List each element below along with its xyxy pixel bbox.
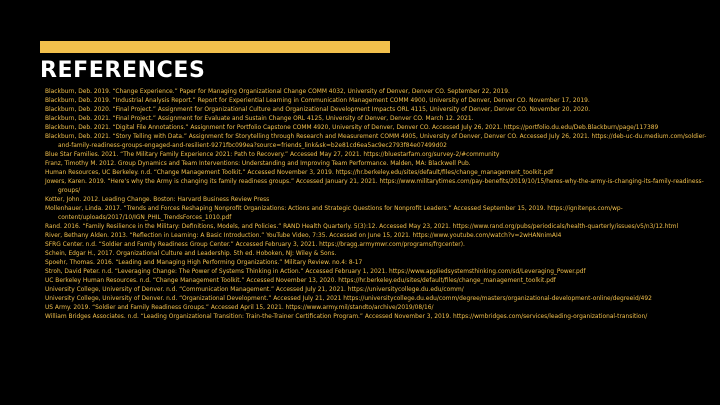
reference-item: Blackburn, Deb. 2021. “Final Project.” Assignment for Evaluate and Sustain Change ORL 4125, University of Denver, Denver CO. March 12. 2021. [45, 116, 474, 122]
reference-item: Blackburn, Deb. 2019. “Change Experience.” Paper for Managing Organizational Change COMM 4032, University of Denver, Denver CO. September 22, 2019. [45, 89, 510, 95]
slide-title: REFERENCES [40, 58, 206, 83]
reference-item: SFRG Center. n.d. “Soldier and Family Readiness Group Center.” Accessed February 3, 2021. https://bragg.armymwr.com/programs/frgcenter). [45, 242, 465, 248]
title-accent-bar [40, 41, 390, 53]
reference-item: Mollenhauer, Linda. 2017. “Trends and Forces Reshaping Nonprofit Organizations: Actions and Strategic Questions for Nonprofit Leaders.” Accessed September 15, 2019. https://ignitenps.com/wp-content/uploads/2017/10/IGN_PHIL_TrendsForces_1010.pdf [45, 206, 623, 221]
reference-item: Schein, Edgar H., 2017. Organizational Culture and Leadership. 5th ed. Hoboken, NJ: Wiley & Sons. [45, 251, 337, 257]
reference-item: Blackburn, Deb. 2021. “Story Telling with Data.” Assignment for Storytelling through Research and Measurement COMM 4905, University of Denver, Denver CO. Accessed July 26, 2021. https://deb-uc-du.medium.com/soldier-and-family-readiness-groups-engaged-and-resilient-9271fbc099ea?source=friends_link&sk=b2e81cd6ea5ac9ec2793f84e07499d02 [45, 134, 707, 149]
reference-item: Franz, Timothy M. 2012. Group Dynamics and Team Interventions: Understanding and Improving Team Performance. Malden, MA: Blackwell Pub. [45, 161, 471, 167]
reference-item: Blackburn, Deb. 2019. “Industrial Analysis Report.” Report for Experiential Learning in Communication Management COMM 4900, University of Denver, Denver CO. November 17, 2019. [45, 98, 590, 104]
reference-item: University College, University of Denver. n.d. “Communication Management.” Accessed July 21, 2021. https://universitycollege.du.edu/comm/ [45, 287, 464, 293]
reference-item: UC Berkeley Human Resources. n.d. “Change Management Toolkit.” Accessed November 13, 2020. https://hr.berkeley.edu/sites/default/files/change_management_toolkit.pdf [45, 278, 556, 284]
reference-list [45, 88, 710, 322]
reference-item: Human Resources, UC Berkeley. n.d. “Change Management Toolkit.” Accessed November 3, 2019. https://hr.berkeley.edu/sites/default/files/change_management_toolkit.pdf [45, 170, 554, 176]
reference-item: William Bridges Associates. n.d. “Leading Organizational Transition: Train-the-Trainer Certification Program.” Accessed November 3, 2019. https://wmbridges.com/services/leading-organizational-transition/ [45, 314, 648, 320]
reference-item: Rand. 2016. “Family Resilience in the Military: Definitions, Models, and Policies.” RAND Health Quarterly. 5(3):12. Accessed May 23, 2021. https://www.rand.org/pubs/periodicals/health-quarterly/issues/v5/n3/12.html [45, 224, 679, 230]
reference-item: Kotter, John. 2012. Leading Change. Boston: Harvard Business Review Press [45, 197, 270, 203]
reference-item: Blue Star Families. 2021. “The Military Family Experience 2021: Path to Recovery.” Accessed May 27, 2021. https://bluestarfam.org/survey-2/#community [45, 152, 500, 158]
reference-item: Blackburn, Deb. 2021. “Digital File Annotations.” Assignment for Portfolio Capstone COMM 4920, University of Denver, Denver CO. Accessed July 26, 2021. https://portfolio.du.edu/Deb.Blackburn/page/117389 [45, 125, 659, 131]
reference-item: Blackburn, Deb. 2020. “Final Project.” Assignment for Organizational Culture and Organizational Development Impacts ORL 4115, University of Denver, Denver CO. November 20, 2020. [45, 107, 591, 113]
reference-item: Stroh, David Peter. n.d. “Leveraging Change: The Power of Systems Thinking in Action.” Accessed February 1, 2021. https://www.appliedsystemsthinking.com/sd/Leveraging_Power.pdf [45, 269, 586, 275]
reference-item: Jowers, Karen. 2019. “Here’s why the Army is changing its family readiness groups.” Accessed January 21, 2021. https://www.militarytimes.com/pay-benefits/2019/10/15/heres-why-the-army-is-changing-its-family-readiness-groups/ [45, 179, 704, 194]
reference-item: University College, University of Denver. n.d. “Organizational Development.” Accessed July 21, 2021 https://universitycollege.du.edu/comm/degree/masters/organizational-development-online/degreeid/492 [45, 296, 652, 302]
reference-item: River, Bethany Alden. 2013. “Reflection in Learning: A Basic Introduction.” YouTube Video, 7:35. Accessed on June 15, 2021. https://www.youtube.com/watch?v=2wHANnimAI4 [45, 233, 562, 239]
reference-item: Spoehr, Thomas. 2016. “Leading and Managing High Performing Organizations.” Military Review. no.4: 8-17 [45, 260, 363, 266]
reference-item: US Army. 2019. “Soldier and Family Readiness Groups.” Accessed April 15, 2021. https://www.army.mil/standto/archive/2019/08/16/ [45, 305, 434, 311]
